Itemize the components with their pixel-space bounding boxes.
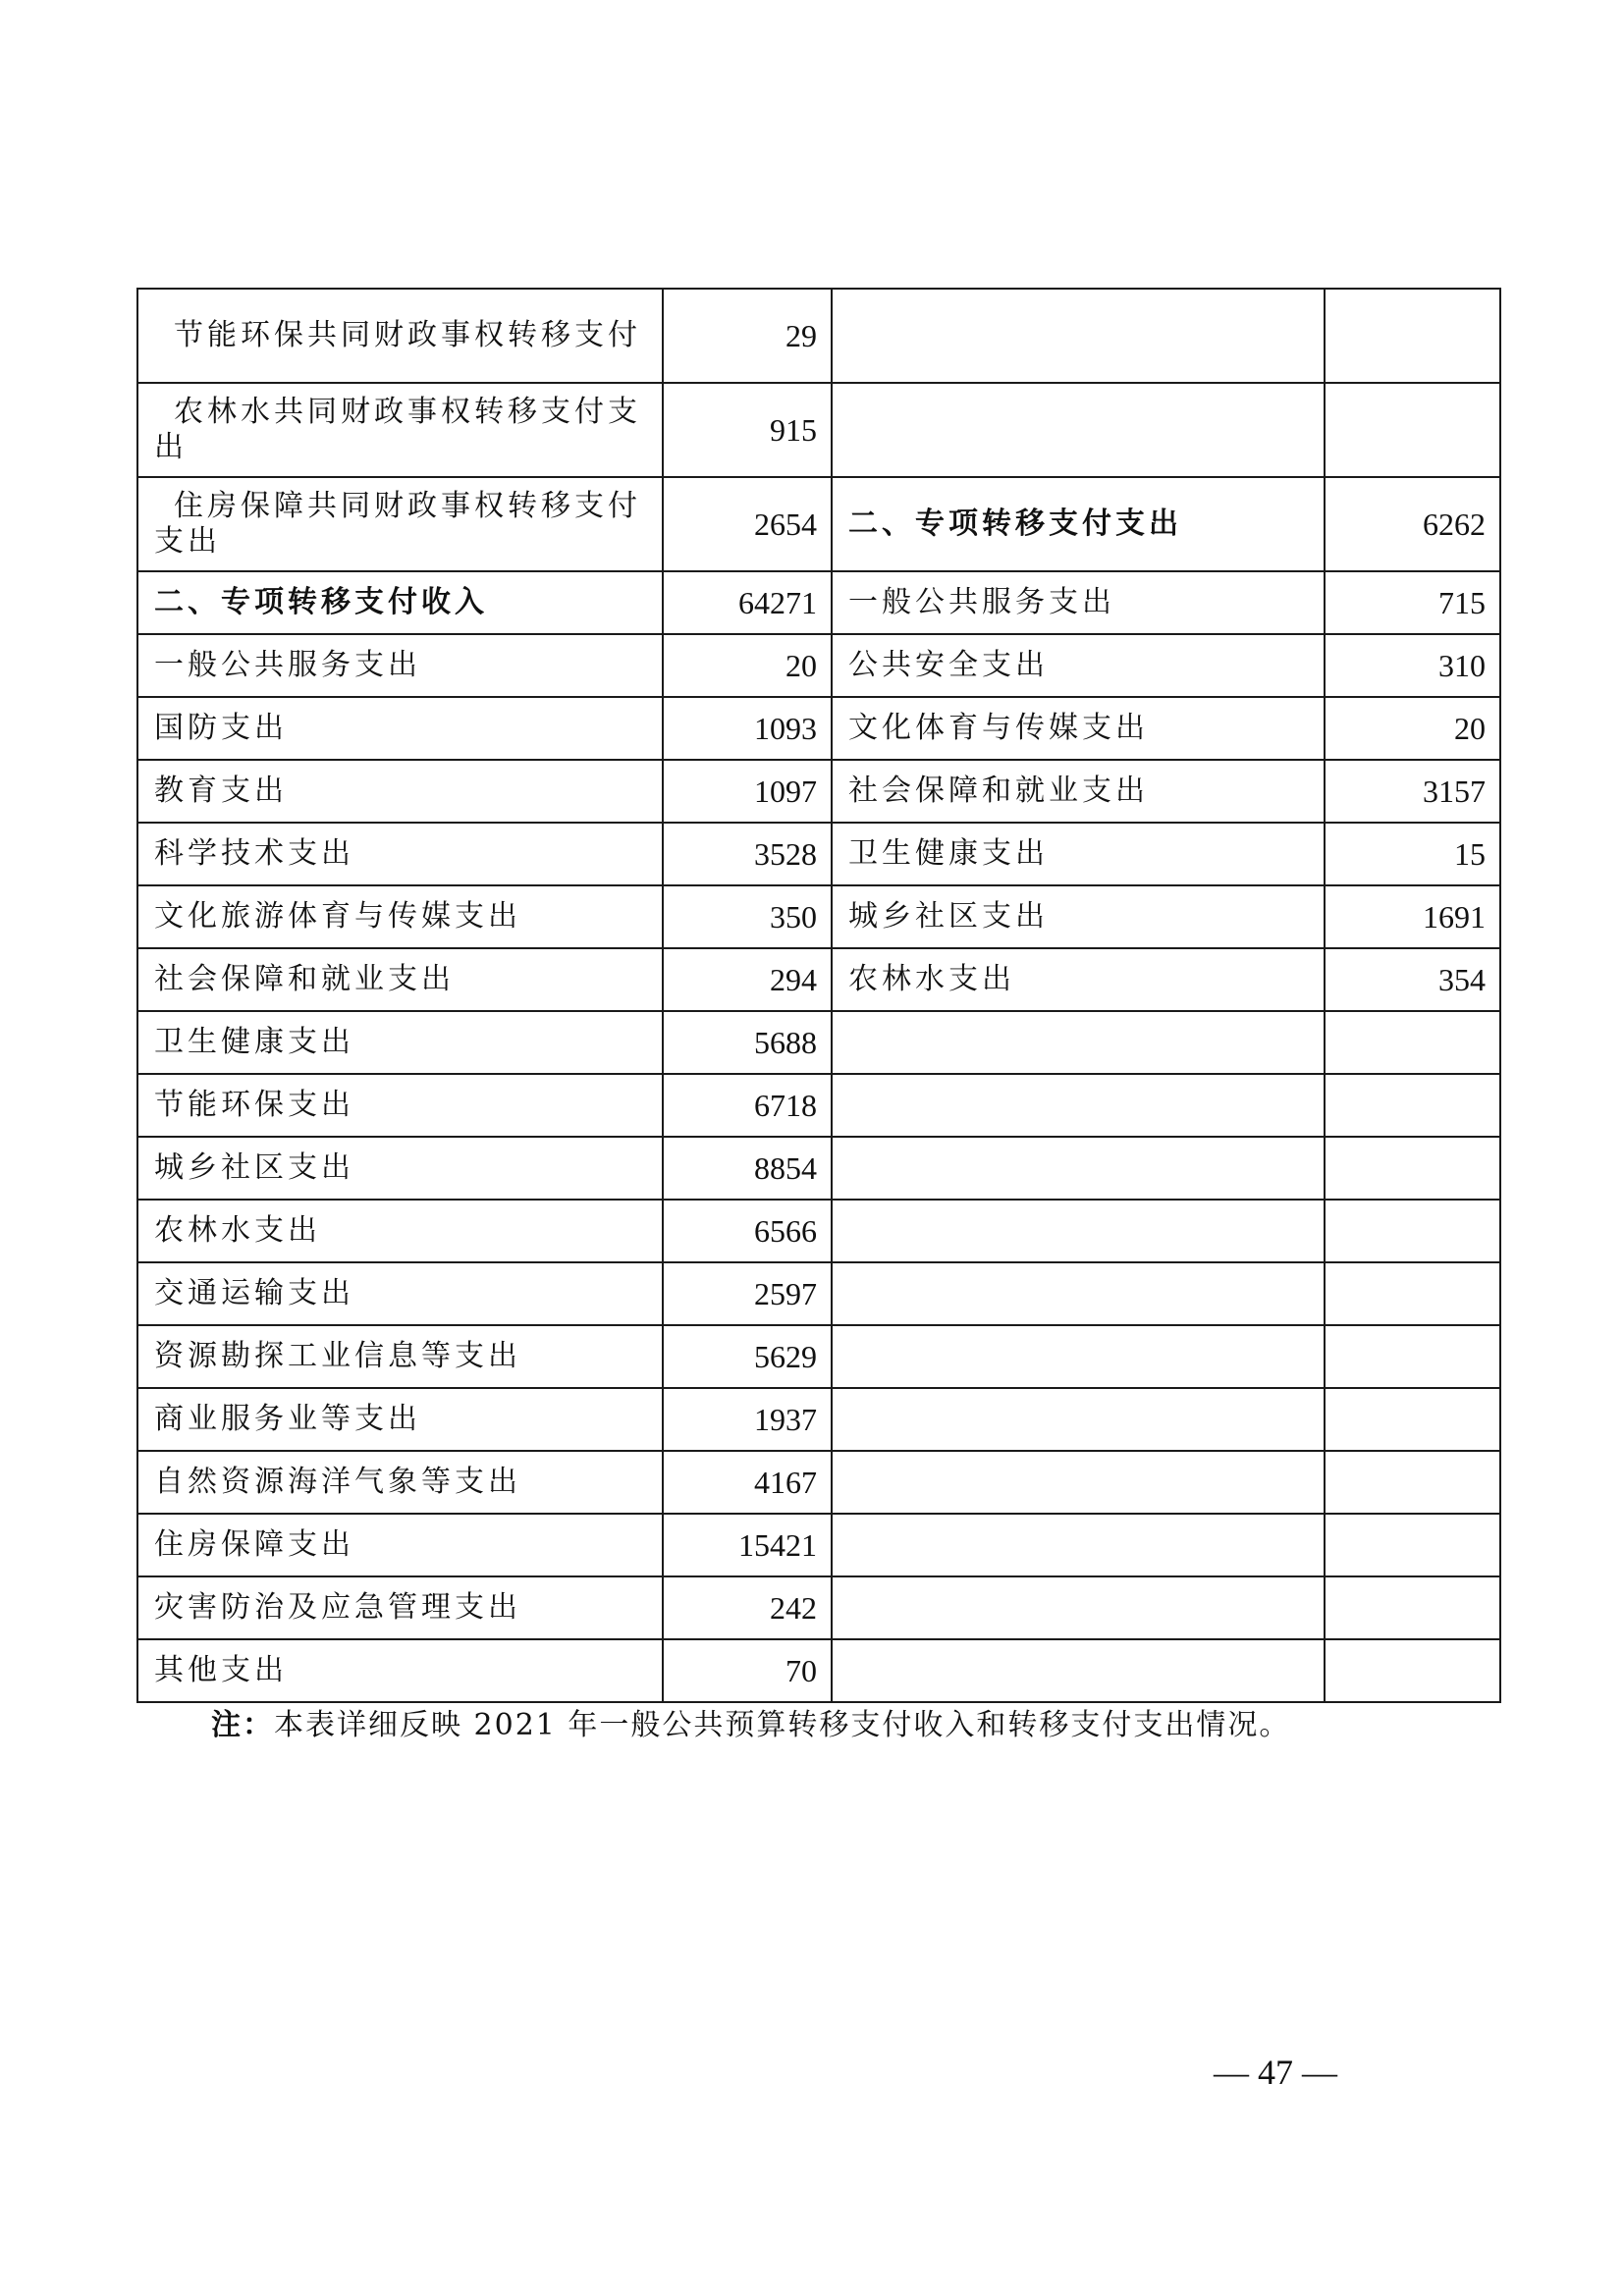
- expense-item-value: 20: [1325, 697, 1500, 760]
- expense-item-value: [1325, 1262, 1500, 1325]
- income-item-value: 70: [663, 1639, 832, 1702]
- expense-item-label: [832, 1074, 1325, 1137]
- income-section-heading: 二、专项转移支付收入: [137, 571, 663, 634]
- income-item-label: 资源勘探工业信息等支出: [137, 1325, 663, 1388]
- page-number: — 47 —: [1214, 2053, 1337, 2092]
- income-item-label: 卫生健康支出: [137, 1011, 663, 1074]
- table-row: [137, 1011, 1500, 1074]
- income-item-label: 社会保障和就业支出: [137, 948, 663, 1011]
- table-row: [137, 383, 1500, 477]
- income-item-value: 2654: [663, 477, 832, 571]
- income-item-label: 科学技术支出: [137, 823, 663, 885]
- income-item-value: 20: [663, 634, 832, 697]
- income-item-value: 1093: [663, 697, 832, 760]
- expense-item-label: 一般公共服务支出: [832, 571, 1325, 634]
- table-row: [137, 823, 1500, 885]
- table-row: [137, 1137, 1500, 1200]
- expense-item-label: 社会保障和就业支出: [832, 760, 1325, 823]
- income-item-label: 自然资源海洋气象等支出: [137, 1451, 663, 1514]
- expense-item-value: [1325, 1325, 1500, 1388]
- expense-item-label: [832, 1576, 1325, 1639]
- expense-item-value: [1325, 1137, 1500, 1200]
- table-row: [137, 477, 1500, 571]
- income-item-label: 农林水支出: [137, 1200, 663, 1262]
- expense-item-label: [832, 1514, 1325, 1576]
- income-item-value: 915: [663, 383, 832, 477]
- income-item-value: 3528: [663, 823, 832, 885]
- expense-item-value: 354: [1325, 948, 1500, 1011]
- expense-section-total: 6262: [1325, 477, 1500, 571]
- transfer-payment-table: [136, 288, 1501, 1703]
- expense-item-value: 310: [1325, 634, 1500, 697]
- expense-item-value: 715: [1325, 571, 1500, 634]
- table-row: [137, 1074, 1500, 1137]
- table-row: [137, 760, 1500, 823]
- expense-item-label: [832, 1137, 1325, 1200]
- expense-item-label: [832, 1262, 1325, 1325]
- expense-item-label: [832, 1200, 1325, 1262]
- income-item-value: 4167: [663, 1451, 832, 1514]
- table-row: [137, 948, 1500, 1011]
- income-item-label: 交通运输支出: [137, 1262, 663, 1325]
- table-row: [137, 1262, 1500, 1325]
- table-row: [137, 571, 1500, 634]
- income-item-value: 294: [663, 948, 832, 1011]
- expense-item-value: 1691: [1325, 885, 1500, 948]
- expense-item-value: [1325, 1451, 1500, 1514]
- income-item-value: 5688: [663, 1011, 832, 1074]
- income-item-value: 1937: [663, 1388, 832, 1451]
- table-note: [211, 1700, 1290, 1743]
- note-text: 本表详细反映 2021 年一般公共预算转移支付收入和转移支付支出情况。: [274, 1708, 1291, 1742]
- table-row: [137, 1200, 1500, 1262]
- income-item-label: 国防支出: [137, 697, 663, 760]
- expense-item-value: [1325, 1074, 1500, 1137]
- table-row: [137, 289, 1500, 383]
- table-row: [137, 697, 1500, 760]
- table-row: [137, 1639, 1500, 1702]
- expense-item-value: [1325, 289, 1500, 383]
- expense-item-label: 农林水支出: [832, 948, 1325, 1011]
- expense-item-value: [1325, 1639, 1500, 1702]
- table-row: [137, 1451, 1500, 1514]
- expense-item-value: [1325, 383, 1500, 477]
- income-item-label: 灾害防治及应急管理支出: [137, 1576, 663, 1639]
- table-row: [137, 1514, 1500, 1576]
- table-row: [137, 1388, 1500, 1451]
- income-item-value: 1097: [663, 760, 832, 823]
- income-item-label: 文化旅游体育与传媒支出: [137, 885, 663, 948]
- income-item-label: 其他支出: [137, 1639, 663, 1702]
- expense-item-value: [1325, 1011, 1500, 1074]
- table-row: [137, 1325, 1500, 1388]
- income-item-label: 农林水共同财政事权转移支付支出: [137, 383, 663, 477]
- income-item-label: 商业服务业等支出: [137, 1388, 663, 1451]
- income-item-label: 节能环保共同财政事权转移支付: [137, 289, 663, 383]
- income-item-value: 2597: [663, 1262, 832, 1325]
- income-item-value: 29: [663, 289, 832, 383]
- income-item-value: 6718: [663, 1074, 832, 1137]
- income-item-label: 住房保障支出: [137, 1514, 663, 1576]
- expense-item-label: [832, 1011, 1325, 1074]
- expense-item-label: [832, 1451, 1325, 1514]
- expense-item-value: [1325, 1514, 1500, 1576]
- expense-item-label: [832, 383, 1325, 477]
- income-item-value: 8854: [663, 1137, 832, 1200]
- expense-item-label: [832, 1325, 1325, 1388]
- expense-item-label: [832, 1388, 1325, 1451]
- income-item-value: 6566: [663, 1200, 832, 1262]
- expense-item-value: 15: [1325, 823, 1500, 885]
- income-item-value: 350: [663, 885, 832, 948]
- expense-item-label: 文化体育与传媒支出: [832, 697, 1325, 760]
- expense-item-label: 卫生健康支出: [832, 823, 1325, 885]
- table-row: [137, 634, 1500, 697]
- income-item-label: 住房保障共同财政事权转移支付支出: [137, 477, 663, 571]
- expense-item-label: [832, 289, 1325, 383]
- expense-item-value: 3157: [1325, 760, 1500, 823]
- income-section-total: 64271: [663, 571, 832, 634]
- expense-item-value: [1325, 1388, 1500, 1451]
- income-item-label: 节能环保支出: [137, 1074, 663, 1137]
- table-row: [137, 1576, 1500, 1639]
- income-item-value: 5629: [663, 1325, 832, 1388]
- income-item-label: 一般公共服务支出: [137, 634, 663, 697]
- income-item-label: 城乡社区支出: [137, 1137, 663, 1200]
- expense-item-value: [1325, 1200, 1500, 1262]
- note-label: 注：: [211, 1708, 274, 1742]
- expense-item-label: 公共安全支出: [832, 634, 1325, 697]
- expense-item-label: 城乡社区支出: [832, 885, 1325, 948]
- expense-item-label: [832, 1639, 1325, 1702]
- expense-section-heading: 二、专项转移支付支出: [832, 477, 1325, 571]
- table-row: [137, 885, 1500, 948]
- income-item-value: 15421: [663, 1514, 832, 1576]
- income-item-label: 教育支出: [137, 760, 663, 823]
- income-item-value: 242: [663, 1576, 832, 1639]
- expense-item-value: [1325, 1576, 1500, 1639]
